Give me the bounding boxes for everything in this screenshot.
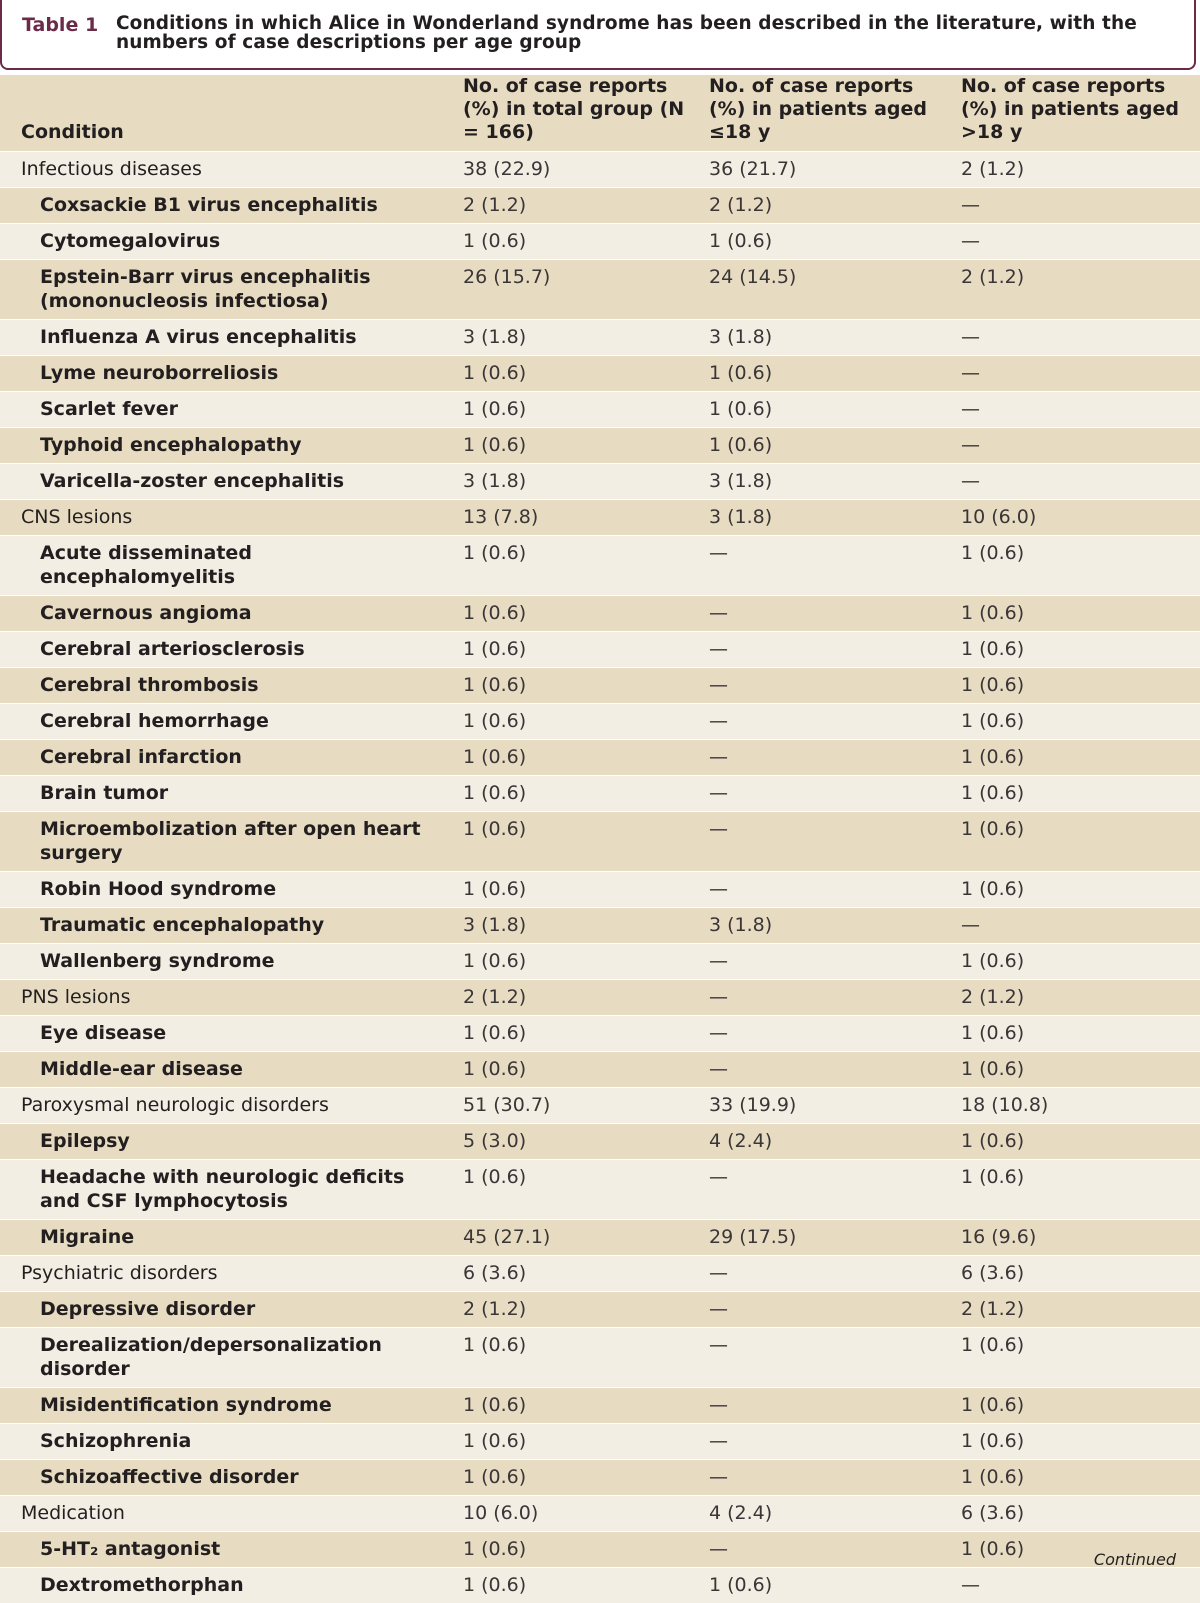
total-cell: 1 (0.6) — [453, 704, 699, 740]
total-cell: 5 (3.0) — [453, 1124, 699, 1160]
table-row — [0, 356, 1200, 392]
old-cell: — — [951, 356, 1200, 392]
young-cell: 33 (19.9) — [699, 1088, 951, 1124]
total-cell: 38 (22.9) — [453, 152, 699, 188]
total-cell: 1 (0.6) — [453, 944, 699, 980]
condition-cell: Cytomegalovirus — [0, 224, 453, 260]
old-cell: — — [951, 224, 1200, 260]
young-cell: 36 (21.7) — [699, 152, 951, 188]
total-cell: 1 (0.6) — [453, 1388, 699, 1424]
young-cell: 1 (0.6) — [699, 1568, 951, 1603]
table-row — [0, 1160, 1200, 1220]
old-cell: — — [951, 188, 1200, 224]
total-cell: 6 (3.6) — [453, 1256, 699, 1292]
young-cell: — — [699, 596, 951, 632]
header-row — [0, 75, 1200, 152]
condition-cell: Cerebral arteriosclerosis — [0, 632, 453, 668]
old-cell: 1 (0.6) — [951, 668, 1200, 704]
condition-cell: Epstein-Barr virus encephalitis (mononucleosis infectiosa) — [0, 260, 453, 320]
table-row — [0, 1532, 1200, 1568]
condition-cell: Depressive disorder — [0, 1292, 453, 1328]
table-row — [0, 1496, 1200, 1532]
total-cell: 1 (0.6) — [453, 632, 699, 668]
old-cell: — — [951, 464, 1200, 500]
old-cell: 1 (0.6) — [951, 776, 1200, 812]
header-total: No. of case reports (%) in total group (N = 166) — [453, 75, 699, 152]
table-row — [0, 464, 1200, 500]
old-cell: 1 (0.6) — [951, 1424, 1200, 1460]
old-cell: 2 (1.2) — [951, 152, 1200, 188]
table-row — [0, 1256, 1200, 1292]
young-cell: 1 (0.6) — [699, 224, 951, 260]
table-row — [0, 944, 1200, 980]
old-cell: 10 (6.0) — [951, 500, 1200, 536]
total-cell: 26 (15.7) — [453, 260, 699, 320]
table-row — [0, 1124, 1200, 1160]
table-row — [0, 776, 1200, 812]
young-cell: — — [699, 1292, 951, 1328]
young-cell: — — [699, 944, 951, 980]
table-row — [0, 500, 1200, 536]
old-cell: 1 (0.6) — [951, 704, 1200, 740]
condition-cell: Varicella-zoster encephalitis — [0, 464, 453, 500]
table-row — [0, 740, 1200, 776]
young-cell: — — [699, 668, 951, 704]
young-cell: — — [699, 1016, 951, 1052]
young-cell: — — [699, 740, 951, 776]
old-cell: 1 (0.6) — [951, 1160, 1200, 1220]
total-cell: 13 (7.8) — [453, 500, 699, 536]
total-cell: 10 (6.0) — [453, 1496, 699, 1532]
total-cell: 1 (0.6) — [453, 872, 699, 908]
table-row — [0, 1088, 1200, 1124]
old-cell: 6 (3.6) — [951, 1256, 1200, 1292]
condition-cell: Cavernous angioma — [0, 596, 453, 632]
condition-cell: Middle-ear disease — [0, 1052, 453, 1088]
old-cell: — — [951, 908, 1200, 944]
continued-note: Continued — [1094, 1550, 1176, 1569]
condition-cell: Epilepsy — [0, 1124, 453, 1160]
old-cell: 1 (0.6) — [951, 536, 1200, 596]
table-row — [0, 1292, 1200, 1328]
young-cell: 4 (2.4) — [699, 1124, 951, 1160]
condition-cell: Schizoaffective disorder — [0, 1460, 453, 1496]
total-cell: 1 (0.6) — [453, 1424, 699, 1460]
table-row — [0, 596, 1200, 632]
young-cell: — — [699, 536, 951, 596]
old-cell: — — [951, 1568, 1200, 1603]
condition-cell: Cerebral hemorrhage — [0, 704, 453, 740]
young-cell: 3 (1.8) — [699, 320, 951, 356]
total-cell: 3 (1.8) — [453, 908, 699, 944]
table-row — [0, 632, 1200, 668]
total-cell: 1 (0.6) — [453, 1460, 699, 1496]
young-cell: — — [699, 776, 951, 812]
condition-cell: Migraine — [0, 1220, 453, 1256]
total-cell: 1 (0.6) — [453, 740, 699, 776]
old-cell: 1 (0.6) — [951, 872, 1200, 908]
condition-cell: Misidentification syndrome — [0, 1388, 453, 1424]
total-cell: 1 (0.6) — [453, 1052, 699, 1088]
total-cell: 1 (0.6) — [453, 428, 699, 464]
table-row — [0, 224, 1200, 260]
young-cell: — — [699, 812, 951, 872]
old-cell: 6 (3.6) — [951, 1496, 1200, 1532]
table-row — [0, 908, 1200, 944]
table-row — [0, 812, 1200, 872]
table-label: Table 1 — [22, 14, 98, 36]
condition-cell: Dextromethorphan — [0, 1568, 453, 1603]
condition-cell: Schizophrenia — [0, 1424, 453, 1460]
young-cell: — — [699, 1424, 951, 1460]
young-cell: — — [699, 1532, 951, 1568]
table-title: Conditions in which Alice in Wonderland syndrome has been described in the literature, with the numbers of case descriptions per age group — [116, 14, 1184, 52]
old-cell: 1 (0.6) — [951, 1532, 1200, 1568]
total-cell: 1 (0.6) — [453, 1532, 699, 1568]
condition-cell: Microembolization after open heart surgery — [0, 812, 453, 872]
old-cell: 1 (0.6) — [951, 740, 1200, 776]
condition-cell: Derealization/depersonalization disorder — [0, 1328, 453, 1388]
condition-cell: Acute disseminated encephalomyelitis — [0, 536, 453, 596]
total-cell: 1 (0.6) — [453, 536, 699, 596]
table-row — [0, 320, 1200, 356]
condition-cell: Traumatic encephalopathy — [0, 908, 453, 944]
total-cell: 1 (0.6) — [453, 356, 699, 392]
young-cell: — — [699, 1460, 951, 1496]
total-cell: 45 (27.1) — [453, 1220, 699, 1256]
young-cell: — — [699, 632, 951, 668]
young-cell: — — [699, 704, 951, 740]
header-old: No. of case reports (%) in patients aged >18 y — [951, 75, 1200, 152]
condition-cell: PNS lesions — [0, 980, 453, 1016]
table-row — [0, 428, 1200, 464]
condition-cell: Influenza A virus encephalitis — [0, 320, 453, 356]
total-cell: 1 (0.6) — [453, 668, 699, 704]
condition-cell: Cerebral thrombosis — [0, 668, 453, 704]
condition-cell: Lyme neuroborreliosis — [0, 356, 453, 392]
table-row — [0, 1328, 1200, 1388]
total-cell: 2 (1.2) — [453, 980, 699, 1016]
header-young: No. of case reports (%) in patients aged ≤18 y — [699, 75, 951, 152]
condition-cell: Medication — [0, 1496, 453, 1532]
table-row — [0, 392, 1200, 428]
condition-cell: Wallenberg syndrome — [0, 944, 453, 980]
total-cell: 2 (1.2) — [453, 188, 699, 224]
young-cell: 2 (1.2) — [699, 188, 951, 224]
young-cell: 24 (14.5) — [699, 260, 951, 320]
table-row — [0, 1220, 1200, 1256]
condition-cell: Robin Hood syndrome — [0, 872, 453, 908]
old-cell: 1 (0.6) — [951, 596, 1200, 632]
condition-cell: Paroxysmal neurologic disorders — [0, 1088, 453, 1124]
old-cell: 1 (0.6) — [951, 1124, 1200, 1160]
young-cell: 3 (1.8) — [699, 464, 951, 500]
condition-cell: 5-HT₂ antagonist — [0, 1532, 453, 1568]
table-row — [0, 536, 1200, 596]
table-row — [0, 668, 1200, 704]
table-row — [0, 1460, 1200, 1496]
table-row — [0, 152, 1200, 188]
total-cell: 1 (0.6) — [453, 1160, 699, 1220]
condition-cell: Typhoid encephalopathy — [0, 428, 453, 464]
table-row — [0, 704, 1200, 740]
table-row — [0, 1016, 1200, 1052]
table-row — [0, 1568, 1200, 1603]
total-cell: 2 (1.2) — [453, 1292, 699, 1328]
old-cell: — — [951, 428, 1200, 464]
young-cell: — — [699, 1388, 951, 1424]
young-cell: — — [699, 1160, 951, 1220]
old-cell: 1 (0.6) — [951, 1328, 1200, 1388]
young-cell: — — [699, 872, 951, 908]
old-cell: 2 (1.2) — [951, 980, 1200, 1016]
table-row — [0, 1424, 1200, 1460]
young-cell: — — [699, 1328, 951, 1388]
data-table — [0, 75, 1200, 1603]
old-cell: 1 (0.6) — [951, 812, 1200, 872]
total-cell: 1 (0.6) — [453, 1328, 699, 1388]
old-cell: 1 (0.6) — [951, 632, 1200, 668]
total-cell: 3 (1.8) — [453, 320, 699, 356]
total-cell: 1 (0.6) — [453, 1568, 699, 1603]
condition-cell: Brain tumor — [0, 776, 453, 812]
total-cell: 1 (0.6) — [453, 1016, 699, 1052]
old-cell: 1 (0.6) — [951, 944, 1200, 980]
young-cell: 3 (1.8) — [699, 908, 951, 944]
old-cell: 2 (1.2) — [951, 260, 1200, 320]
table-row — [0, 1388, 1200, 1424]
table-row — [0, 872, 1200, 908]
old-cell: 16 (9.6) — [951, 1220, 1200, 1256]
young-cell: 1 (0.6) — [699, 356, 951, 392]
young-cell: 29 (17.5) — [699, 1220, 951, 1256]
total-cell: 1 (0.6) — [453, 776, 699, 812]
header-condition: Condition — [0, 75, 453, 152]
young-cell: 1 (0.6) — [699, 428, 951, 464]
condition-cell: Cerebral infarction — [0, 740, 453, 776]
old-cell: 1 (0.6) — [951, 1388, 1200, 1424]
condition-cell: Psychiatric disorders — [0, 1256, 453, 1292]
total-cell: 3 (1.8) — [453, 464, 699, 500]
condition-cell: Headache with neurologic deficits and CSF lymphocytosis — [0, 1160, 453, 1220]
old-cell: 1 (0.6) — [951, 1052, 1200, 1088]
table-row — [0, 1052, 1200, 1088]
old-cell: — — [951, 392, 1200, 428]
condition-cell: Coxsackie B1 virus encephalitis — [0, 188, 453, 224]
total-cell: 1 (0.6) — [453, 392, 699, 428]
condition-cell: Scarlet fever — [0, 392, 453, 428]
old-cell: 1 (0.6) — [951, 1016, 1200, 1052]
table-row — [0, 980, 1200, 1016]
total-cell: 1 (0.6) — [453, 224, 699, 260]
young-cell: 1 (0.6) — [699, 392, 951, 428]
total-cell: 1 (0.6) — [453, 812, 699, 872]
young-cell: 4 (2.4) — [699, 1496, 951, 1532]
total-cell: 51 (30.7) — [453, 1088, 699, 1124]
condition-cell: Eye disease — [0, 1016, 453, 1052]
table-caption — [0, 0, 1196, 70]
young-cell: — — [699, 1052, 951, 1088]
old-cell: 1 (0.6) — [951, 1460, 1200, 1496]
old-cell: 18 (10.8) — [951, 1088, 1200, 1124]
young-cell: 3 (1.8) — [699, 500, 951, 536]
old-cell: 2 (1.2) — [951, 1292, 1200, 1328]
table-row — [0, 188, 1200, 224]
total-cell: 1 (0.6) — [453, 596, 699, 632]
young-cell: — — [699, 1256, 951, 1292]
young-cell: — — [699, 980, 951, 1016]
condition-cell: CNS lesions — [0, 500, 453, 536]
table-row — [0, 260, 1200, 320]
condition-cell: Infectious diseases — [0, 152, 453, 188]
old-cell: — — [951, 320, 1200, 356]
